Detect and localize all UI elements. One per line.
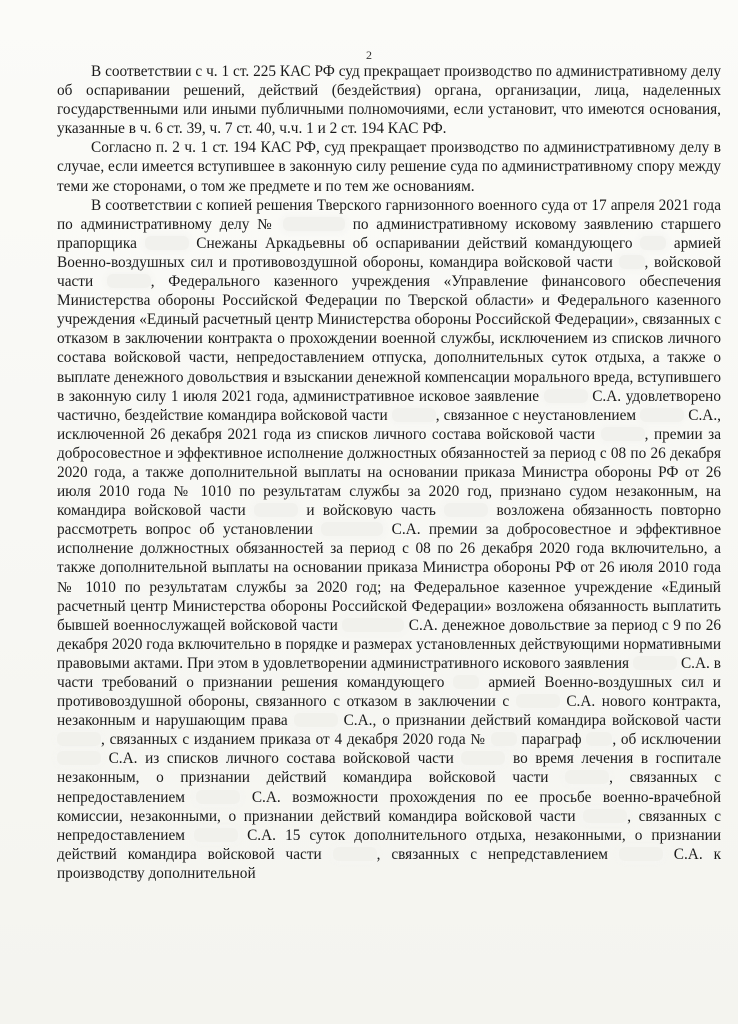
text-part: С.А. из списков личного состава войсковой части — [108, 750, 454, 768]
redacted-surname — [57, 751, 101, 765]
text-part: , Федерального казенного учреждения «Управление финансового обеспечения Министерства обороны Российской Федерации по Тверской области» и Федерального казенного учреждения «Единый расчетный центр Министерства обороны Российской Федерации», связанных с отказом в заключении контракта о прохождении военной службы, исключением из списков личного состава войсковой части, непредоставлением отпуска, дополнительных суток отдыха, а также о выплате денежного довольствия и взыскании денежной компенсации морального вреда, вступившего в законную силу 1 июля 2021 года, административное исковое заявление — [57, 273, 721, 405]
text-part: армией Военно-воздушных сил и противовоздушной обороны, связанного с отказом в заключении с — [57, 674, 721, 711]
text-part: , об исключении — [612, 731, 722, 749]
redacted-paragraph-number — [586, 732, 612, 746]
text-part: , связанных с непредставлением — [376, 845, 608, 863]
redacted-unit-number — [57, 732, 101, 746]
redacted-unit-number — [565, 770, 609, 784]
text-part: во время лечения в госпитале незаконным, о признании действий командира войсковой части — [57, 750, 721, 787]
text-part: , связанных с непредоставлением — [57, 769, 721, 806]
text-part: С.А. в части требований о признании решения командующего — [57, 654, 722, 691]
text-part: , премии за добросовестное и эффективное исполнение должностных обязанностей за период с 08 по 26 декабря 2020 года, а также дополнительной выплаты на основании приказа Министра обороны РФ от 26 июля 2010 года № 1010 по результатам службы за 2020 год, признано судом незаконным, на командира войсковой части — [57, 425, 721, 520]
redacted-surname — [544, 389, 588, 403]
text-part: , связанное с неустановлением — [435, 406, 637, 424]
text-part: В соответствии с копией решения Тверского гарнизонного военного суда от 17 апреля 2021 года по административному делу № — [57, 196, 721, 233]
text-part: параграф — [521, 731, 582, 749]
redacted-surname — [640, 408, 684, 422]
redacted-order-number — [491, 732, 517, 746]
text-part: армией Военно-воздушных сил и противовоздушной обороны, командира войсковой части — [57, 234, 721, 271]
text-part: Снежаны Аркадьевны об оспаривании действий командующего — [196, 234, 633, 252]
text-part: С.А. нового контракта, незаконным и нарушающим права — [57, 693, 721, 730]
redacted-surname — [194, 828, 238, 842]
redacted-unit-number — [333, 847, 377, 861]
redacted-unit-number — [619, 255, 645, 269]
redacted-unit-number — [583, 809, 627, 823]
paragraph-3 — [57, 196, 721, 883]
redacted-case-number — [283, 217, 345, 231]
text-part: и войсковую часть — [306, 502, 436, 520]
redacted-surname — [196, 790, 240, 804]
text-part: , связанных с изданием приказа от 4 декабря 2020 года № — [101, 731, 486, 749]
text-part: , войсковой части — [57, 253, 722, 291]
text-part: С.А. удовлетворено частично, бездействие командира войсковой части — [57, 387, 722, 424]
redacted-surname — [516, 694, 560, 708]
document-body — [57, 62, 721, 883]
redacted-army-number — [453, 675, 479, 689]
redacted-surname — [294, 713, 338, 727]
redacted-unit-number — [254, 503, 298, 517]
text-part: С.А. возможности прохождения по ее просьбе военно-врачебной комиссии, незаконными, о признании действий командира войсковой части — [57, 788, 722, 825]
redacted-unit-number — [601, 427, 645, 441]
text-part: С.А., исключенной 26 декабря 2021 года из списков личного состава войсковой части — [57, 406, 721, 443]
text-part: С.А. денежное довольствие за период с 9 по 26 декабря 2020 года включительно в порядке и размерах установленных действующими нормативными правовыми актами. При этом в удовлетворении административного искового заявления — [57, 616, 722, 672]
paragraph-1: В соответствии с ч. 1 ст. 225 КАС РФ суд прекращает производство по административному делу об оспаривании решений, действий (бездействия) органа, организации, лица, наделенных государственными или иными публичными полномочиями, если установит, что имеются основания, указанные в ч. 6 ст. 39, ч. 7 ст. 40, ч.ч. 1 и 2 ст. 194 КАС РФ. — [57, 63, 721, 138]
redacted-surname — [619, 847, 663, 861]
redacted-unit-number — [107, 274, 151, 288]
text-part: С.А., о признании действий командира войсковой части — [343, 712, 722, 730]
redacted-unit-and-surname — [342, 618, 404, 632]
text-part: по административному исковому заявлению старшего прапорщика — [57, 215, 721, 252]
redacted-army-number — [640, 236, 666, 250]
redacted-surname — [633, 656, 677, 670]
text-part: С.А. к производству дополнительной — [57, 845, 721, 882]
redacted-surname — [145, 236, 189, 250]
text-part: С.А. премии за добросовестное и эффективное исполнение должностных обязанностей за период с 08 по 26 декабря 2020 года включительно, а также дополнительной выплаты на основании приказа Министра обороны РФ от 26 июля 2010 года № 1010 по результатам службы за 2020 год; на Федеральное казенное учреждение «Единый расчетный центр Министерства обороны Российской Федерации» возложена обязанность выплатить бывшей военнослужащей войсковой части — [57, 521, 721, 634]
paragraph-2: Согласно п. 2 ч. 1 ст. 194 КАС РФ, суд прекращает производство по административному делу в случае, если имеется вступившее в законную силу решение суда по административному спору между теми же сторонами, о том же предмете и по тем же основаниям. — [57, 139, 721, 195]
redacted-surname — [321, 522, 383, 536]
redacted-unit-number — [444, 503, 488, 517]
redacted-unit-number — [461, 751, 505, 765]
redacted-unit-number — [392, 408, 436, 422]
text-part: , связанных с непредоставлением — [57, 807, 721, 844]
text-part: возложена обязанность повторно рассмотреть вопрос об установлении — [57, 502, 722, 539]
text-part: С.А. 15 суток дополнительного отдыха, незаконными, о признании действий командира войсковой части — [57, 826, 722, 863]
page-number: 2 — [366, 48, 372, 62]
